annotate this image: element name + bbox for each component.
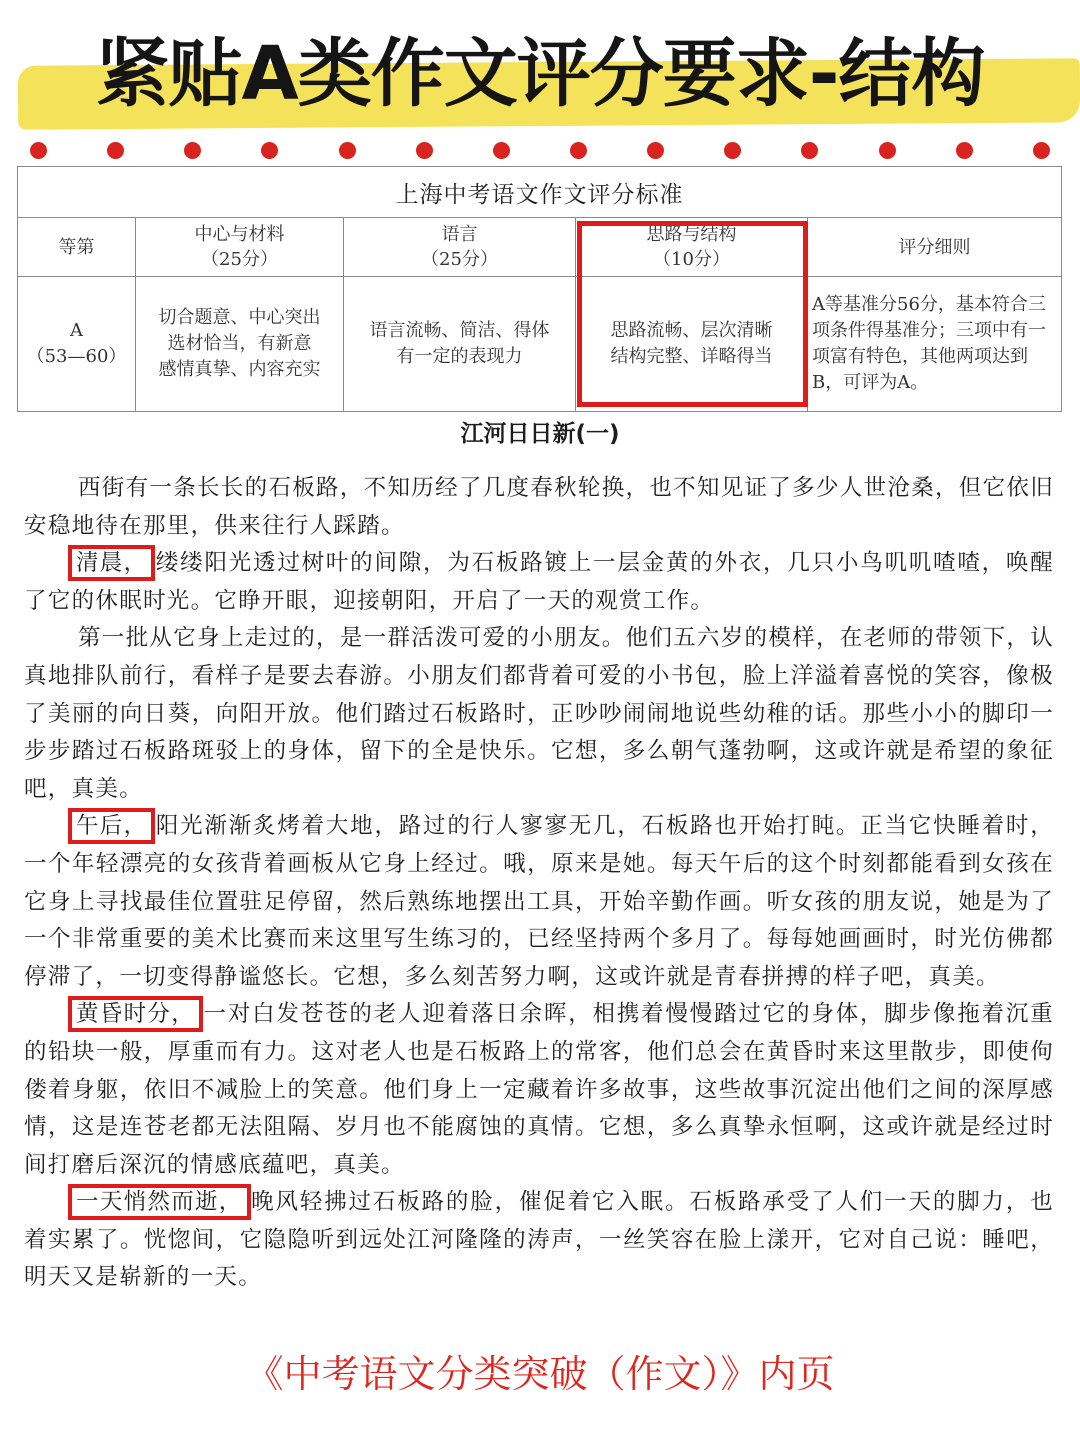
banner [0,0,1080,140]
essay-paragraph: 清晨， 缕缕阳光透过树叶的间隙，为石板路镀上一层金黄的外衣，几只小鸟叽叽喳喳，唤醒了它的休眠时光。它睁开眼，迎接朝阳，开启了一天的观赏工作。 [24,545,1054,620]
essay-paragraph: 一天悄然而逝， 晚风轻拂过石板路的脸，催促着它入眠。石板路承受了人们一天的脚力，也着实累了。恍惚间，它隐隐听到远处江河隆隆的涛声，一丝笑容在脸上漾开，它对自己说：睡吧，明天又是崭新的一天。 [24,1184,1054,1297]
essay-title: 江河日日新(一) [460,421,620,447]
divider-dot [416,142,433,159]
time-marker-box: 一天悄然而逝， [68,1184,251,1220]
header-detail: 评分细则 [808,218,1062,277]
divider-dot [184,142,201,159]
header-structure: 思路与结构 （10分） [576,218,808,277]
essay-body [24,470,1054,1297]
header-language: 语言 （25分） [344,218,576,277]
structure-highlight-box [577,221,808,407]
divider-dot [1033,142,1050,159]
cell-detail: A等基准分56分，基本符合三项条件得基准分；三项中有一项富有特色，其他两项达到B，可评为A。 [808,277,1062,412]
divider-dot [724,142,741,159]
divider-dot [570,142,587,159]
book-source-caption: 《中考语文分类突破（作文）》内页 [245,1352,835,1396]
essay-paragraph: 第一批从它身上走过的，是一群活泼可爱的小朋友。他们五六岁的模样，在老师的带领下，认真地排队前行，看样子是要去春游。小朋友们都背着可爱的小书包，脸上洋溢着喜悦的笑容，像极了美丽的向日葵，向阳开放。他们踏过石板路时，正吵吵闹闹地说些幼稚的话。那些小小的脚印一步步踏过石板路斑驳上的身体，留下的全是快乐。它想，多么朝气蓬勃啊，这或许就是希望的象征吧，真美。 [24,625,1054,802]
table-header-row [18,218,1062,277]
cell-grade: A （53—60） [18,277,136,412]
essay-paragraph: 午后， 阳光渐渐炙烤着大地，路过的行人寥寥无几，石板路也开始打盹。正当它快睡着时，一个年轻漂亮的女孩背着画板从它身上经过。哦，原来是她。每天午后的这个时刻都能看到女孩在它身上寻找最佳位置驻足停留，然后熟练地摆出工具，开始辛勤作画。听女孩的朋友说，她是为了一个非常重要的美术比赛而来这里写生练习的，已经坚持两个多月了。每每她画画时，时光仿佛都停滞了，一切变得静谧悠长。它想，多么刻苦努力啊，这或许就是青春拼搏的样子吧，真美。 [24,808,1054,996]
essay-paragraph: 黄昏时分， 一对白发苍苍的老人迎着落日余晖，相携着慢慢踏过它的身体，脚步像拖着沉重的铅块一般，厚重而有力。这对老人也是石板路上的常客，他们总会在黄昏时来这里散步，即使佝偻着身躯，依旧不减脸上的笑意。他们身上一定藏着许多故事，这些故事沉淀出他们之间的深厚感情，这是连苍老都无法阻隔、岁月也不能腐蚀的真情。它想，多么真挚永恒啊，这或许就是经过时间打磨后深沉的情感底蕴吧，真美。 [24,996,1054,1184]
cell-language: 语言流畅、简洁、得体 有一定的表现力 [344,277,576,412]
divider-dot [647,142,664,159]
dot-divider [30,140,1050,160]
divider-dot [107,142,124,159]
divider-dot [30,142,47,159]
divider-dot [801,142,818,159]
divider-dot [339,142,356,159]
header-content: 中心与材料 （25分） [136,218,344,277]
time-marker-box: 黄昏时分， [68,996,203,1032]
time-marker-box: 午后， [68,808,155,844]
divider-dot [261,142,278,159]
cell-structure: 思路流畅、层次清晰 结构完整、详略得当 [576,277,808,412]
page-title: 紧贴A类作文评分要求-结构 [95,31,985,117]
scoring-standard-table [17,166,1062,412]
table-row [18,277,1062,412]
divider-dot [879,142,896,159]
divider-dot [493,142,510,159]
header-grade: 等第 [18,218,136,277]
cell-content: 切合题意、中心突出 选材恰当，有新意 感情真挚、内容充实 [136,277,344,412]
divider-dot [956,142,973,159]
essay-paragraph: 西街有一条长长的石板路，不知历经了几度春秋轮换，也不知见证了多少人世沧桑，但它依旧安稳地待在那里，供来往行人踩踏。 [24,475,1054,539]
time-marker-box: 清晨， [68,545,155,581]
table-caption: 上海中考语文作文评分标准 [18,167,1062,218]
